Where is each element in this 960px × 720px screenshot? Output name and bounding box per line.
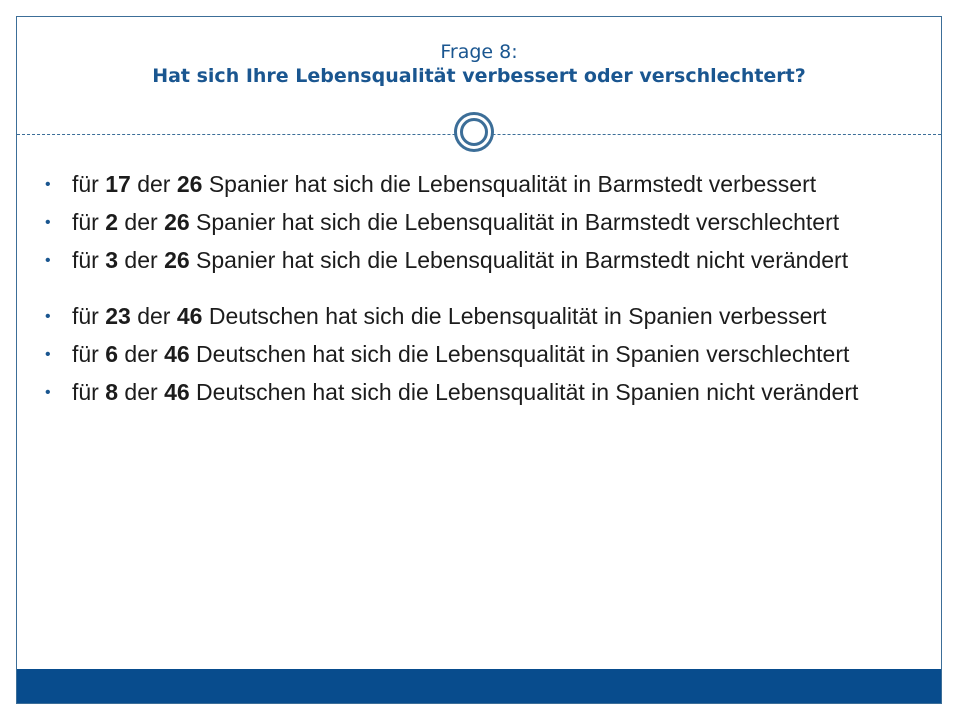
slide-frame [16, 16, 942, 704]
answer-list-container [17, 169, 941, 415]
footer-bar [17, 669, 941, 703]
answer-list [17, 169, 941, 408]
list-item: • für 6 der 46 Deutschen hat sich die Lebensqualität in Spanien verschlechtert [17, 339, 941, 370]
question-title: Hat sich Ihre Lebensqualität verbessert oder verschlechtert? [152, 65, 806, 87]
list-item: • für 23 der 46 Deutschen hat sich die Lebensqualität in Spanien verbessert [17, 301, 941, 332]
question-number: Frage 8: [440, 41, 518, 63]
ring-icon [454, 112, 494, 152]
list-item: • für 8 der 46 Deutschen hat sich die Lebensqualität in Spanien nicht verändert [17, 377, 941, 408]
list-item: • für 2 der 26 Spanier hat sich die Lebensqualität in Barmstedt verschlechtert [17, 207, 941, 238]
list-item: • für 3 der 26 Spanier hat sich die Lebensqualität in Barmstedt nicht verändert [17, 245, 941, 276]
slide-header [17, 41, 941, 87]
list-item: • für 17 der 26 Spanier hat sich die Lebensqualität in Barmstedt verbessert [17, 169, 941, 200]
